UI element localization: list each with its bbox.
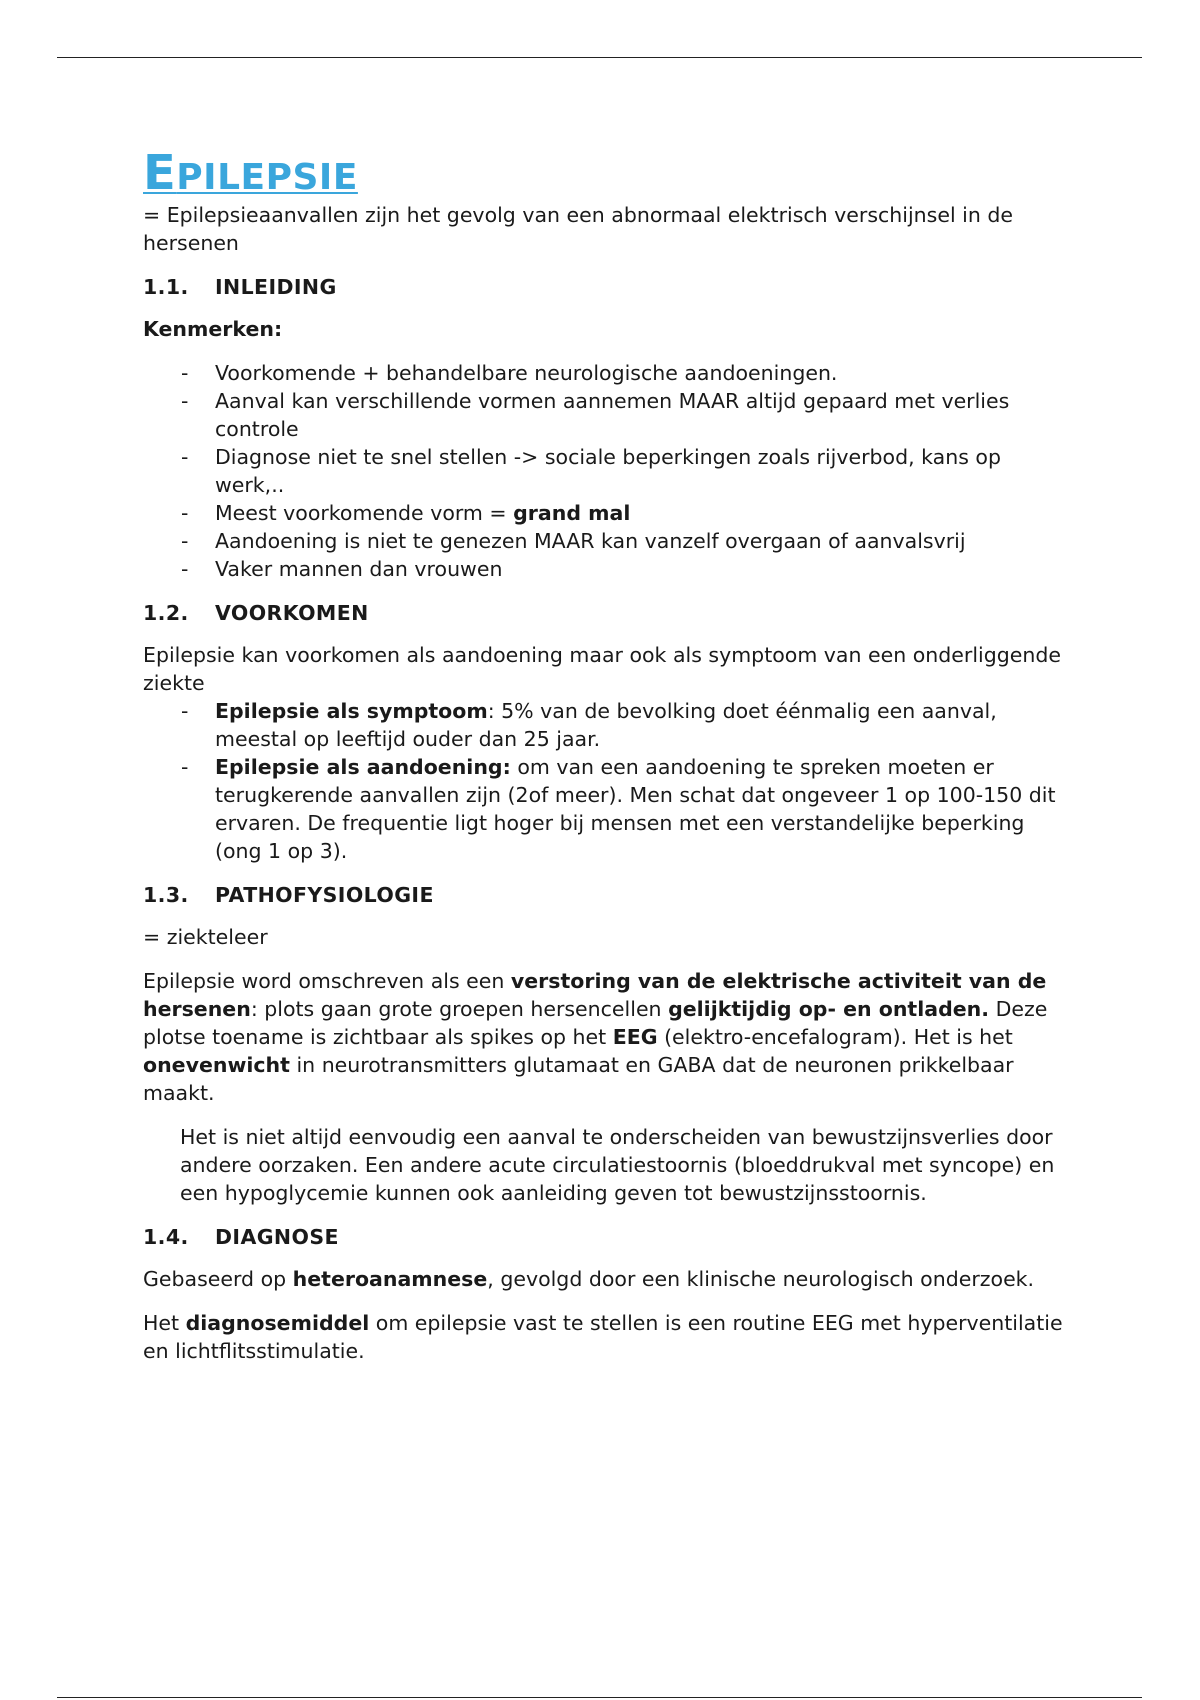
section-number: 1.3. <box>143 883 189 907</box>
document-title <box>143 146 1063 205</box>
document-body <box>143 146 1063 1365</box>
list-item-bold-text: grand mal <box>513 501 631 525</box>
list-item <box>143 387 1063 443</box>
pathofysiologie-definition: = ziekteleer <box>143 925 268 949</box>
text-run: om epilepsie vast te stellen is een routine EEG met hyperventilatie en lichtflitsstimulatie. <box>143 1311 1063 1363</box>
list-item-text: Vaker mannen dan vrouwen <box>215 557 503 581</box>
header-rule <box>57 57 1142 58</box>
title-rest: PILEPSIE <box>176 157 358 198</box>
footer-rule <box>57 1697 1142 1698</box>
list-item-text: Diagnose niet te snel stellen -> sociale beperkingen zoals rijverbod, kans op werk,.. <box>215 445 1001 497</box>
text-run: Epilepsie word omschreven als een <box>143 969 511 993</box>
bold-text-run: gelijktijdig op- en ontladen. <box>668 997 990 1021</box>
section-number: 1.1. <box>143 275 189 299</box>
bold-text-run: EEG <box>612 1025 658 1049</box>
list-item-bold-text: Epilepsie als symptoom <box>215 699 488 723</box>
bullet-marker: - <box>181 529 189 553</box>
bullet-marker: - <box>181 755 189 779</box>
list-item-text: Voorkomende + behandelbare neurologische aandoeningen. <box>215 361 838 385</box>
title-initial: E <box>143 145 177 201</box>
pathofysiologie-indented-paragraph: Het is niet altijd eenvoudig een aanval te onderscheiden van bewustzijnsverlies door andere oorzaken. Een andere acute circulatiestoornis (bloeddrukval met syncope) en een hypoglycemie kunnen ook aanleiding geven tot bewustzijnsstoornis. <box>180 1125 1055 1205</box>
text-run: , gevolgd door een klinische neurologisch onderzoek. <box>487 1267 1035 1291</box>
bullet-marker: - <box>181 557 189 581</box>
diagnose-paragraph-2 <box>143 1309 1063 1365</box>
section-heading-diagnose <box>143 1223 1063 1251</box>
title-definition: = Epilepsieaanvallen zijn het gevolg van een abnormaal elektrisch verschijnsel in de hersenen <box>143 203 1013 255</box>
pathofysiologie-paragraph <box>143 967 1063 1107</box>
list-item-text: : 5% van de bevolking doet éénmalig een aanval, meestal op leeftijd ouder dan 25 jaar. <box>215 699 997 751</box>
list-item <box>143 697 1063 753</box>
diagnose-paragraph-1 <box>143 1265 1063 1293</box>
section-heading-inleiding <box>143 273 1063 301</box>
list-item-text: Aandoening is niet te genezen MAAR kan vanzelf overgaan of aanvalsvrij <box>215 529 966 553</box>
list-item <box>143 443 1063 499</box>
section-heading-pathofysiologie <box>143 881 1063 909</box>
text-run: Deze plotse toename is zichtbaar als spikes op het <box>143 997 1048 1049</box>
bullet-marker: - <box>181 699 189 723</box>
list-item-text: Aanval kan verschillende vormen aannemen MAAR altijd gepaard met verlies controle <box>215 389 1010 441</box>
text-run: in neurotransmitters glutamaat en GABA dat de neuronen prikkelbaar maakt. <box>143 1053 1014 1105</box>
voorkomen-list <box>143 697 1063 865</box>
voorkomen-intro: Epilepsie kan voorkomen als aandoening maar ook als symptoom van een onderliggende ziekte <box>143 643 1061 695</box>
section-number: 1.4. <box>143 1225 189 1249</box>
text-run: (elektro-encefalogram). Het is het <box>657 1025 1013 1049</box>
list-item <box>143 359 1063 387</box>
bullet-marker: - <box>181 445 189 469</box>
bold-text-run: verstoring van de elektrische activiteit van de hersenen <box>143 969 1047 1021</box>
section-title: VOORKOMEN <box>215 601 369 625</box>
list-item <box>143 527 1063 555</box>
section-title: PATHOFYSIOLOGIE <box>215 883 434 907</box>
section-title: INLEIDING <box>215 275 337 299</box>
bold-text-run: heteroanamnese <box>292 1267 488 1291</box>
bold-text-run: diagnosemiddel <box>185 1311 370 1335</box>
list-item <box>143 555 1063 583</box>
section-number: 1.2. <box>143 601 189 625</box>
bullet-marker: - <box>181 389 189 413</box>
kenmerken-list <box>143 359 1063 583</box>
bold-text-run: onevenwicht <box>143 1053 290 1077</box>
text-run: Gebaseerd op <box>143 1267 293 1291</box>
list-item-text: Meest voorkomende vorm = <box>215 501 514 525</box>
bullet-marker: - <box>181 501 189 525</box>
list-item <box>143 753 1063 865</box>
text-run: : plots gaan grote groepen hersencellen <box>250 997 669 1021</box>
list-item-text: om van een aandoening te spreken moeten er terugkerende aanvallen zijn (2of meer). Men schat dat ongeveer 1 op 100-150 dit ervaren. De frequentie ligt hoger bij mensen met een verstandelijke beperking (ong 1 op 3). <box>215 755 1056 863</box>
bullet-marker: - <box>181 361 189 385</box>
kenmerken-subheading: Kenmerken: <box>143 317 283 341</box>
list-item-bold-text: Epilepsie als aandoening: <box>215 755 511 779</box>
section-heading-voorkomen <box>143 599 1063 627</box>
text-run: Het <box>143 1311 186 1335</box>
section-title: DIAGNOSE <box>215 1225 339 1249</box>
list-item <box>143 499 1063 527</box>
